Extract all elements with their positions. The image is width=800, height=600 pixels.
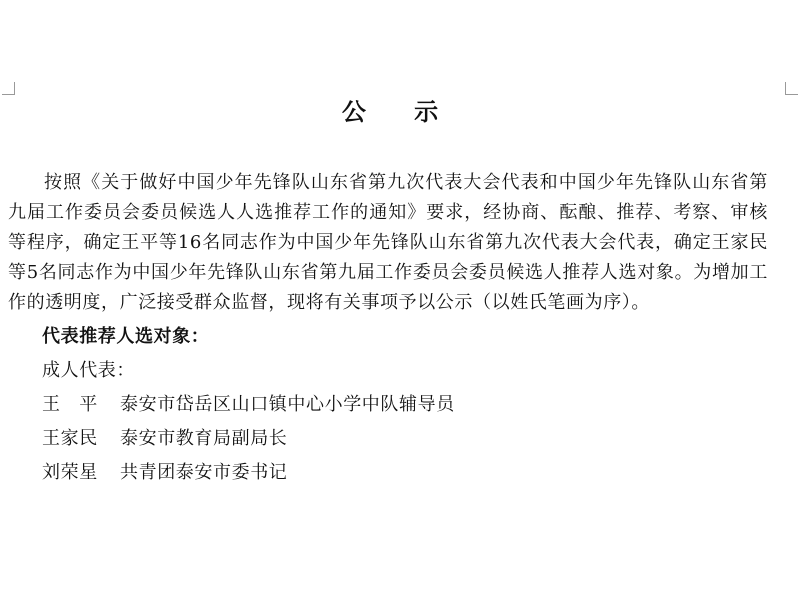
intro-paragraph: 按照《关于做好中国少年先锋队山东省第九次代表大会代表和中国少年先锋队山东省第九届工作委员会委员候选人人选推荐工作的通知》要求，经协商、酝酿、推荐、考察、审核等程序，确定王平等16名同志作为中国少年先锋队山东省第九次代表大会代表，确定王家民等5名同志作为中国少年先锋队山东省第九届工作委员会委员候选人推荐人选对象。为增加工作的透明度，广泛接受群众监督，现将有关事项予以公示（以姓氏笔画为序）。 xyxy=(8,172,768,313)
sub-heading: 成人代表： xyxy=(42,360,135,381)
person-name: 刘荣星 xyxy=(42,462,98,483)
person-name: 王家民 xyxy=(42,428,98,449)
person-role: 泰安市岱岳区山口镇中心小学中队辅导员 xyxy=(120,394,455,415)
document-title: 公 示 xyxy=(341,98,459,126)
margin-marker-top-left xyxy=(2,82,15,95)
document-body xyxy=(8,168,768,490)
person-role: 共青团泰安市委书记 xyxy=(120,462,288,483)
section-heading: 代表推荐人选对象： xyxy=(42,326,210,347)
list-item xyxy=(8,456,768,490)
list-item xyxy=(8,388,768,422)
list-item xyxy=(8,422,768,456)
margin-marker-top-right xyxy=(785,82,798,95)
person-name: 王 平 xyxy=(42,394,98,415)
person-role: 泰安市教育局副局长 xyxy=(120,428,288,449)
